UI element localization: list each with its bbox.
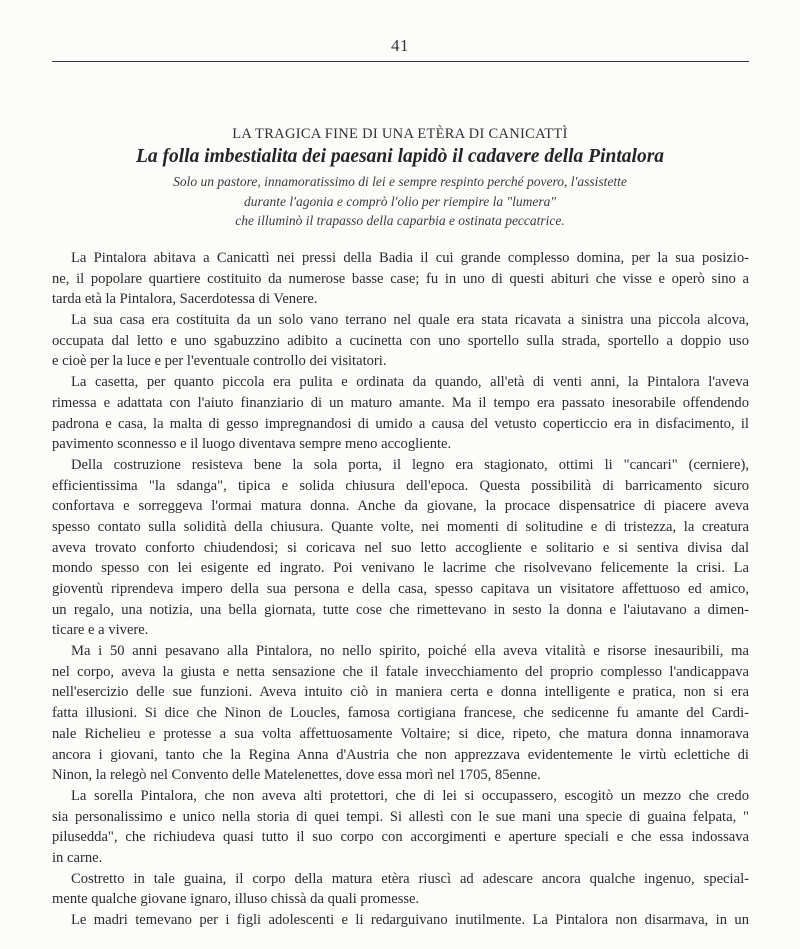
body-line: in carne. bbox=[52, 849, 103, 866]
body-line: spesso contato sulla solidità della chiusura. Quante volte, nei momenti di solitudine e di tristezza, la creatura bbox=[52, 518, 749, 535]
body-line: nale Richelieu e protesse a sua volta affettuosamente Voltaire; si dice, ripeto, che matura donna innamorava bbox=[52, 725, 749, 742]
body-line: padrona e casa, la malta di gesso impregnandosi di umido a causa del vetusto coperticcio era in disfacimento, il bbox=[52, 415, 749, 432]
body-line: ancora i giovani, tanto che la Regina Anna d'Austria che non apprezzava evidentemente le virtù eclettiche di bbox=[52, 746, 749, 763]
body-line: mondo spesso con lei esigente ed ingrato. Poi venivano le lacrime che risolvevano felicemente la crisi. La bbox=[52, 560, 749, 577]
body-line: ne, il popolare quartiere costituito da numerose basse case; fu in uno di questi abituri che visse e operò sino a bbox=[52, 270, 749, 287]
body-line: Le madri temevano per i figli adolescenti e li redarguivano inutilmente. La Pintalora non disarmava, in un bbox=[71, 912, 749, 928]
subhead-line: che illuminò il trapasso della caparbia e ostinata peccatrice. bbox=[235, 213, 565, 228]
body-line: un regalo, una notizia, una bella giornata, tutte cose che rimettevano in sesto la donna e l'aiutavano a dimen- bbox=[52, 601, 749, 618]
body-line: rimessa e adattata con l'aiuto finanziario di un maturo amante. Ma il tempo era passato inesorabile offendendo bbox=[52, 394, 749, 411]
body-line: La sua casa era costituita da un solo vano terrano nel quale era stata ricavata a sinistra una piccola alcova, bbox=[71, 312, 749, 329]
subhead-line: durante l'agonia e comprò l'olio per riempire la "lumera" bbox=[243, 193, 557, 209]
article-headline: La folla imbestialita dei paesani lapidò il cadavere della Pintalora bbox=[135, 146, 665, 167]
body-line: sia personalissimo e unico nella storia di quei tempi. Si allestì con le sue mani una specie di guaina felpata, " bbox=[52, 808, 749, 825]
article-kicker: LA TRAGICA FINE DI UNA ETÈRA DI CANICATTÌ bbox=[232, 126, 568, 142]
page-number: 41 bbox=[391, 36, 409, 55]
body-line: pavimento sconnesso e il luogo diventava sempre meno accogliente. bbox=[52, 436, 452, 453]
body-line: La sorella Pintalora, che non aveva alti protettori, che di lei si occupassero, escogitò un mezzo che credo bbox=[71, 787, 749, 804]
body-line: efficientissima "la sdanga", tipica e solida chiusura dell'epoca. Questa possibilità di barricamento sicuro bbox=[52, 477, 749, 494]
body-line: nell'esercizio delle sue funzioni. Aveva intuito ciò in maniera certa e donna intelligente e pratica, non si era bbox=[52, 684, 749, 701]
body-line: fatta illusioni. Si dice che Ninon de Loucles, famosa cortigiana francese, che sedicenne fu amante del Cardi- bbox=[52, 705, 749, 722]
body-line: ticare e a vivere. bbox=[52, 622, 149, 639]
body-line: La Pintalora abitava a Canicattì nei pressi della Badia il cui grande complesso domina, per la sua posizio- bbox=[71, 250, 749, 266]
body-line: aveva trovato conforto chiudendosi; si coricava nel suo letto accogliente e solitario e si sentiva divisa dal bbox=[52, 539, 749, 556]
body-line: Ma i 50 anni pesavano alla Pintalora, no nello spirito, poiché ella aveva vitalità e risorse inesauribili, ma bbox=[71, 643, 749, 660]
body-line: confortava e sorreggeva l'ormai matura donna. Anche da giovane, la procace dispensatrice di piacere aveva bbox=[52, 498, 749, 515]
article-body bbox=[52, 248, 749, 931]
body-line: Ninon, la relegò nel Convento delle Matelenettes, dove essa morì nel 1705, 85enne. bbox=[52, 767, 541, 784]
body-line: tarda età la Pintalora, Sacerdotessa di Venere. bbox=[52, 291, 318, 308]
body-line: nel corpo, aveva la giusta e netta sensazione che il fatale invecchiamento del proprio complesso l'andicappava bbox=[52, 663, 749, 680]
body-line: occupata dal letto e uno sgabuzzino adibito a cucinetta con uno sportello sulla strada, sportello a doppio uso bbox=[52, 332, 749, 349]
header-rule bbox=[52, 61, 749, 62]
body-line: pilusedda", che richiudeva quasi tutto il suo corpo con accorgimenti e aperture speciali e che essa indossava bbox=[52, 829, 749, 846]
body-line: La casetta, per quanto piccola era pulita e ordinata da quando, all'età di venti anni, la Pintalora l'aveva bbox=[71, 374, 749, 391]
article-subhead bbox=[0, 172, 800, 231]
subhead-line: Solo un pastore, innamoratissimo di lei e sempre respinto perché povero, l'assistette bbox=[173, 174, 627, 189]
body-line: Della costruzione resisteva bene la sola porta, il legno era stagionato, ottimi li "cancari" (cerniere), bbox=[71, 456, 749, 473]
body-line: Costretto in tale guaina, il corpo della matura etèra riuscì ad adescare ancora qualche ingenuo, special- bbox=[71, 870, 749, 887]
body-line: e cioè per la luce e per l'eventuale controllo dei visitatori. bbox=[52, 353, 387, 370]
body-line: gioventù riprendeva impero della sua persona e della casa, spesso capitava un visitatore affettuoso ed amico, bbox=[52, 581, 749, 597]
body-line: mente qualche giovane ignaro, illuso chissà da quali promesse. bbox=[52, 891, 420, 908]
